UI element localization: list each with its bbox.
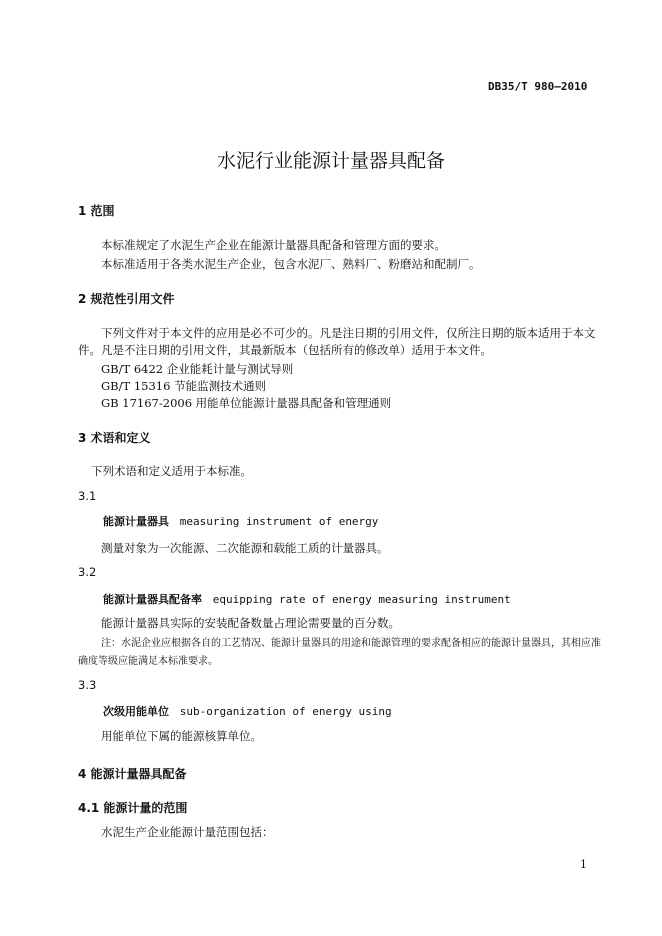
section-4-1-heading: 4.1 能源计量的范围: [78, 801, 188, 815]
reference-item: GB/T 6422 企业能耗计量与测试导则: [101, 362, 294, 376]
term-3-2-note-line-2: 确度等级应能满足本标准要求。: [78, 656, 218, 667]
term-3-3-number: 3.3: [78, 678, 97, 692]
section-4-1-paragraph: 水泥生产企业能源计量范围包括：: [101, 825, 274, 839]
section-1-paragraph-2: 本标准适用于各类水泥生产企业，包含水泥厂、熟料厂、粉磨站和配制厂。: [101, 257, 481, 271]
document-title: 水泥行业能源计量器具配备: [216, 150, 445, 172]
term-3-2-chinese: 能源计量器具配备率: [103, 593, 202, 606]
term-3-2-number: 3.2: [78, 565, 97, 579]
section-3-heading: 3 术语和定义: [78, 431, 151, 445]
section-3-intro: 下列术语和定义适用于本标准。: [91, 464, 252, 478]
term-3-1-chinese: 能源计量器具: [103, 515, 169, 528]
section-4-heading: 4 能源计量器具配备: [78, 767, 187, 781]
term-3-1-definition: 测量对象为一次能源、二次能源和载能工质的计量器具。: [101, 541, 389, 555]
term-3-3-chinese: 次级用能单位: [103, 705, 169, 718]
term-3-2-definition: 能源计量器具实际的安装配备数量占理论需要量的百分数。: [101, 616, 400, 630]
term-3-3-definition: 用能单位下属的能源核算单位。: [101, 729, 262, 743]
page-number: 1: [580, 858, 587, 871]
document-code: DB35/T 980—2010: [488, 80, 588, 93]
term-3-2: [103, 591, 511, 607]
term-3-3: [103, 703, 392, 719]
section-2-heading: 2 规范性引用文件: [78, 292, 175, 306]
section-1-heading: 1 范围: [78, 204, 115, 218]
term-3-2-english: equipping rate of energy measuring instrument: [212, 593, 511, 606]
term-3-1-english: measuring instrument of energy: [179, 515, 379, 528]
term-3-1-number: 3.1: [78, 489, 97, 503]
section-2-paragraph-line-1: 下列文件对于本文件的应用是必不可少的。凡是注日期的引用文件，仅所注日期的版本适用于本文: [101, 326, 596, 340]
term-3-1: [103, 513, 378, 529]
section-1-paragraph-1: 本标准规定了水泥生产企业在能源计量器具配备和管理方面的要求。: [101, 238, 446, 252]
reference-item: GB 17167-2006 用能单位能源计量器具配备和管理通则: [101, 396, 392, 410]
term-3-3-english: sub-organization of energy using: [179, 705, 392, 718]
section-2-paragraph-line-2: 件。凡是不注日期的引用文件，其最新版本（包括所有的修改单）适用于本文件。: [78, 343, 492, 357]
reference-item: GB/T 15316 节能监测技术通则: [101, 379, 267, 393]
term-3-2-note-line-1: 注：水泥企业应根据各自的工艺情况、能源计量器具的用途和能源管理的要求配备相应的能源计量器具，其相应准: [101, 638, 601, 649]
